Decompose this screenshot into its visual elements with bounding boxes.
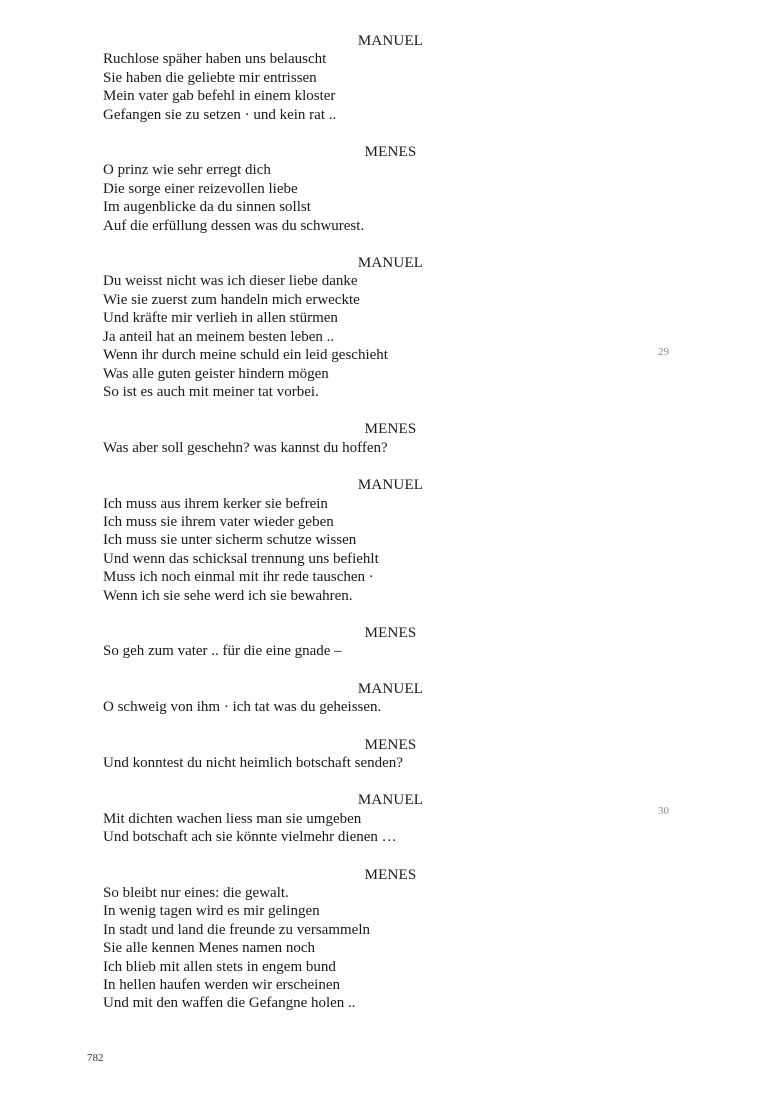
line-number-30: 30 bbox=[658, 805, 669, 817]
verse-line: Ich muss sie ihrem vater wieder geben bbox=[103, 513, 334, 530]
verse-text bbox=[103, 32, 678, 1032]
speech-block bbox=[103, 624, 678, 661]
page-number: 782 bbox=[87, 1052, 104, 1064]
verse-line: O schweig von ihm · ich tat was du geheissen. bbox=[103, 699, 382, 716]
verse-line: Und mit den waffen die Gefangne holen .. bbox=[103, 995, 356, 1012]
speaker-name: MANUEL bbox=[357, 477, 424, 494]
verse-line: In hellen haufen werden wir erscheinen bbox=[103, 977, 340, 994]
verse-line: Die sorge einer reizevollen liebe bbox=[103, 180, 298, 197]
verse-line: Und kräfte mir verlieh in allen stürmen bbox=[103, 310, 338, 327]
verse-line: Auf die erfüllung dessen was du schwurest. bbox=[103, 217, 365, 234]
speaker-name: MANUEL bbox=[357, 680, 424, 697]
verse-line: Was aber soll geschehn? was kannst du hoffen? bbox=[103, 439, 388, 456]
verse-line: Sie haben die geliebte mir entrissen bbox=[103, 69, 317, 86]
speaker-name: MENES bbox=[364, 736, 417, 753]
speech-block bbox=[103, 791, 678, 846]
verse-line: Sie alle kennen Menes namen noch bbox=[103, 940, 316, 957]
speech-block bbox=[103, 32, 678, 124]
verse-line: Und botschaft ach sie könnte vielmehr dienen … bbox=[103, 829, 397, 846]
speech-block bbox=[103, 476, 678, 605]
speaker-name: MANUEL bbox=[357, 792, 424, 809]
verse-line: So bleibt nur eines: die gewalt. bbox=[103, 885, 289, 902]
speech-block bbox=[103, 866, 678, 1013]
speech-block bbox=[103, 736, 678, 773]
verse-line: Ich muss aus ihrem kerker sie befrein bbox=[103, 495, 328, 512]
verse-line: Muss ich noch einmal mit ihr rede tauschen · bbox=[103, 569, 374, 586]
verse-line: O prinz wie sehr erregt dich bbox=[103, 162, 271, 179]
speaker-name: MENES bbox=[364, 624, 417, 641]
verse-line: Ja anteil hat an meinem besten leben .. bbox=[103, 328, 335, 345]
verse-line: Wie sie zuerst zum handeln mich erweckte bbox=[103, 291, 360, 308]
speaker-name: MENES bbox=[364, 866, 417, 883]
speech-block bbox=[103, 254, 678, 401]
verse-line: Was alle guten geister hindern mögen bbox=[103, 365, 329, 382]
speaker-name: MANUEL bbox=[357, 33, 424, 49]
speaker-name: MENES bbox=[364, 144, 417, 161]
verse-line: So geh zum vater .. für die eine gnade – bbox=[103, 643, 342, 660]
speaker-name: MANUEL bbox=[357, 255, 424, 272]
verse-line: So ist es auch mit meiner tat vorbei. bbox=[103, 383, 319, 400]
line-number-29: 29 bbox=[658, 346, 669, 358]
verse-line: Und konntest du nicht heimlich botschaft senden? bbox=[103, 755, 403, 771]
verse-line: Im augenblicke da du sinnen sollst bbox=[103, 199, 311, 216]
verse-line: Ich blieb mit allen stets in engem bund bbox=[103, 958, 336, 975]
verse-line: In stadt und land die freunde zu versammeln bbox=[103, 921, 370, 938]
verse-line: Und wenn das schicksal trennung uns befiehlt bbox=[103, 550, 379, 567]
verse-line: Ich muss sie unter sicherm schutze wissen bbox=[103, 532, 357, 549]
verse-line: Gefangen sie zu setzen · und kein rat .. bbox=[103, 106, 337, 123]
verse-line: Wenn ihr durch meine schuld ein leid geschieht bbox=[103, 347, 388, 364]
verse-line: Wenn ich sie sehe werd ich sie bewahren. bbox=[103, 587, 353, 604]
speaker-name: MENES bbox=[364, 421, 417, 438]
speech-block bbox=[103, 680, 678, 717]
speech-block bbox=[103, 143, 678, 235]
verse-line: Ruchlose späher haben uns belauscht bbox=[103, 51, 327, 68]
verse-line: In wenig tagen wird es mir gelingen bbox=[103, 903, 320, 920]
verse-line: Mit dichten wachen liess man sie umgeben bbox=[103, 810, 362, 827]
speech-block bbox=[103, 420, 678, 457]
verse-line: Mein vater gab befehl in einem kloster bbox=[103, 88, 336, 105]
verse-line: Du weisst nicht was ich dieser liebe danke bbox=[103, 273, 358, 290]
